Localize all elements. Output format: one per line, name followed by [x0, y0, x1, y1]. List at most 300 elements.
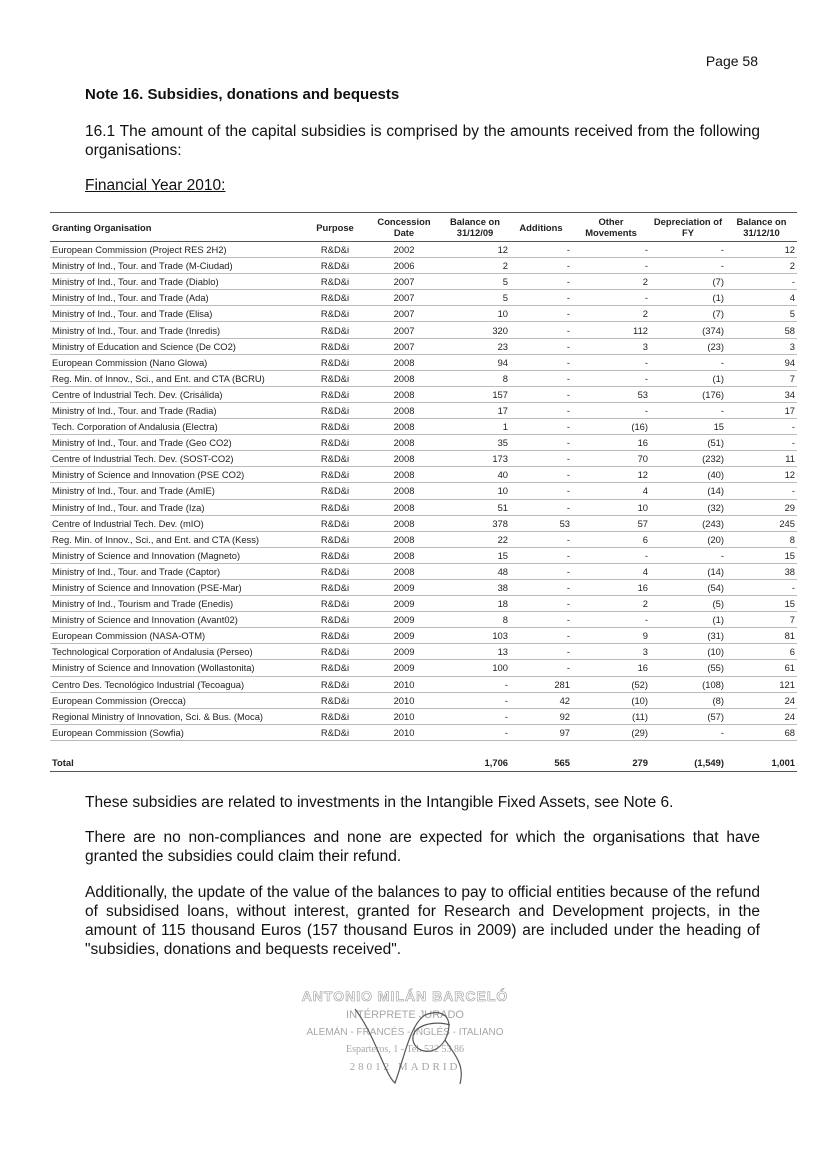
depreciation-cell: -	[650, 258, 726, 274]
other-movements-cell: 57	[572, 515, 650, 531]
balance-2009-cell: 35	[440, 435, 510, 451]
depreciation-cell: (14)	[650, 563, 726, 579]
paragraph-non-compliance: There are no non-compliances and none are expected for which the organisations that have granted the subsidies could claim their refund.	[85, 829, 760, 865]
concession-date-cell: 2008	[368, 354, 440, 370]
balance-2009-cell: 51	[440, 499, 510, 515]
purpose-cell: R&D&i	[302, 322, 368, 338]
concession-date-cell: 2010	[368, 676, 440, 692]
other-movements-cell: 112	[572, 322, 650, 338]
granting-organisation-cell: Centre of Industrial Tech. Dev. (mIO)	[50, 515, 302, 531]
granting-organisation-cell: European Commission (Orecca)	[50, 692, 302, 708]
table-row	[50, 676, 797, 692]
balance-2010-cell: 7	[726, 612, 797, 628]
depreciation-cell: -	[650, 402, 726, 418]
additions-cell: -	[510, 419, 572, 435]
additions-cell: -	[510, 660, 572, 676]
balance-2010-cell: 12	[726, 467, 797, 483]
table-row	[50, 724, 797, 740]
purpose-cell: R&D&i	[302, 563, 368, 579]
stamp-name: ANTONIO MILÁN BARCELÓ	[301, 988, 509, 1004]
balance-2009-cell: 173	[440, 451, 510, 467]
depreciation-cell: -	[650, 724, 726, 740]
balance-2009-cell: -	[440, 692, 510, 708]
depreciation-cell: -	[650, 242, 726, 258]
depreciation-cell: (10)	[650, 644, 726, 660]
fiscal-year-heading: Financial Year 2010:	[85, 177, 226, 194]
depreciation-cell: -	[650, 354, 726, 370]
table-row	[50, 242, 797, 258]
table-row	[50, 419, 797, 435]
concession-date-cell: 2002	[368, 242, 440, 258]
purpose-cell: R&D&i	[302, 660, 368, 676]
balance-2010-cell: 29	[726, 499, 797, 515]
depreciation-cell: (54)	[650, 579, 726, 595]
granting-organisation-cell: Ministry of Ind., Tour. and Trade (AmIE)	[50, 483, 302, 499]
granting-organisation-cell: Tech. Corporation of Andalusia (Electra)	[50, 419, 302, 435]
balance-2009-cell: 23	[440, 338, 510, 354]
other-movements-cell: -	[572, 354, 650, 370]
concession-date-cell: 2010	[368, 708, 440, 724]
concession-date-cell: 2008	[368, 531, 440, 547]
balance-2010-cell: 61	[726, 660, 797, 676]
concession-date-cell: 2008	[368, 370, 440, 386]
granting-organisation-cell: European Commission (Sowfia)	[50, 724, 302, 740]
additions-cell: 92	[510, 708, 572, 724]
concession-date-cell: 2006	[368, 258, 440, 274]
concession-date-cell: 2008	[368, 451, 440, 467]
balance-2010-cell: -	[726, 579, 797, 595]
concession-date-cell: 2007	[368, 274, 440, 290]
table-row	[50, 402, 797, 418]
other-movements-cell: -	[572, 402, 650, 418]
subsidies-table	[50, 212, 797, 772]
concession-date-cell: 2008	[368, 515, 440, 531]
depreciation-cell: (31)	[650, 628, 726, 644]
paragraph-subsidised-loans: Additionally, the update of the value of the balances to pay to official entities because of the refund of subsidised loans, without interest, granted for Research and Development projects, in the amount of 115 thousand Euros (157 thousand Euros in 2009) are included under the heading of "subsidies, donations and bequests received".	[85, 884, 760, 958]
granting-organisation-cell: European Commission (Nano Glowa)	[50, 354, 302, 370]
concession-date-cell: 2007	[368, 338, 440, 354]
balance-2010-cell: -	[726, 435, 797, 451]
table-row	[50, 692, 797, 708]
balance-2010-cell: -	[726, 274, 797, 290]
concession-date-cell: 2008	[368, 467, 440, 483]
purpose-cell: R&D&i	[302, 290, 368, 306]
depreciation-cell: (20)	[650, 531, 726, 547]
total-cell: 1,706	[440, 755, 510, 772]
other-movements-cell: 10	[572, 499, 650, 515]
balance-2010-cell: 24	[726, 692, 797, 708]
other-movements-cell: 2	[572, 306, 650, 322]
balance-2009-cell: -	[440, 676, 510, 692]
balance-2009-cell: 8	[440, 370, 510, 386]
table-row	[50, 628, 797, 644]
other-movements-cell: 3	[572, 338, 650, 354]
other-movements-cell: 6	[572, 531, 650, 547]
other-movements-cell: -	[572, 258, 650, 274]
granting-organisation-cell: Ministry of Ind., Tour. and Trade (Inredis)	[50, 322, 302, 338]
purpose-cell: R&D&i	[302, 579, 368, 595]
purpose-cell: R&D&i	[302, 692, 368, 708]
other-movements-cell: 2	[572, 596, 650, 612]
purpose-cell: R&D&i	[302, 676, 368, 692]
additions-cell: -	[510, 386, 572, 402]
additions-cell: 281	[510, 676, 572, 692]
depreciation-cell: (5)	[650, 596, 726, 612]
page-number: Page 58	[705, 53, 758, 69]
depreciation-cell: (23)	[650, 338, 726, 354]
column-header: Concession Date	[368, 213, 440, 242]
additions-cell: -	[510, 370, 572, 386]
table-row	[50, 483, 797, 499]
depreciation-cell: (1)	[650, 612, 726, 628]
balance-2010-cell: 11	[726, 451, 797, 467]
granting-organisation-cell: European Commission (Project RES 2H2)	[50, 242, 302, 258]
balance-2009-cell: 13	[440, 644, 510, 660]
additions-cell: -	[510, 628, 572, 644]
additions-cell: -	[510, 547, 572, 563]
depreciation-cell: (232)	[650, 451, 726, 467]
additions-cell: -	[510, 306, 572, 322]
stamp-address: Esparteros, 1 - Tel. 532 53 86	[346, 1044, 464, 1055]
granting-organisation-cell: Ministry of Ind., Tour. and Trade (Diablo)	[50, 274, 302, 290]
purpose-cell: R&D&i	[302, 547, 368, 563]
other-movements-cell: 16	[572, 579, 650, 595]
total-cell: 1,001	[726, 755, 797, 772]
concession-date-cell: 2009	[368, 612, 440, 628]
translator-stamp	[285, 985, 525, 1085]
concession-date-cell: 2008	[368, 499, 440, 515]
other-movements-cell: (29)	[572, 724, 650, 740]
other-movements-cell: 9	[572, 628, 650, 644]
balance-2009-cell: 5	[440, 274, 510, 290]
concession-date-cell: 2009	[368, 579, 440, 595]
depreciation-cell: (8)	[650, 692, 726, 708]
depreciation-cell: (7)	[650, 274, 726, 290]
table-row	[50, 386, 797, 402]
concession-date-cell: 2009	[368, 628, 440, 644]
column-header: Other Movements	[572, 213, 650, 242]
purpose-cell: R&D&i	[302, 242, 368, 258]
additions-cell: -	[510, 596, 572, 612]
purpose-cell: R&D&i	[302, 628, 368, 644]
other-movements-cell: -	[572, 242, 650, 258]
table-row	[50, 644, 797, 660]
additions-cell: -	[510, 612, 572, 628]
concession-date-cell: 2008	[368, 435, 440, 451]
purpose-cell: R&D&i	[302, 499, 368, 515]
granting-organisation-cell: Ministry of Education and Science (De CO2)	[50, 338, 302, 354]
table-row	[50, 338, 797, 354]
depreciation-cell: (32)	[650, 499, 726, 515]
paragraph-intangible-assets: These subsidies are related to investments in the Intangible Fixed Assets, see Note 6.	[85, 794, 674, 811]
other-movements-cell: (52)	[572, 676, 650, 692]
balance-2010-cell: 3	[726, 338, 797, 354]
granting-organisation-cell: Centre of Industrial Tech. Dev. (Crisálida)	[50, 386, 302, 402]
column-header: Balance on 31/12/09	[440, 213, 510, 242]
additions-cell: 53	[510, 515, 572, 531]
other-movements-cell: 12	[572, 467, 650, 483]
table-row	[50, 290, 797, 306]
additions-cell: -	[510, 322, 572, 338]
depreciation-cell: (14)	[650, 483, 726, 499]
column-header: Additions	[510, 213, 572, 242]
balance-2009-cell: 40	[440, 467, 510, 483]
balance-2010-cell: 68	[726, 724, 797, 740]
balance-2010-cell: -	[726, 483, 797, 499]
table-row	[50, 306, 797, 322]
other-movements-cell: (11)	[572, 708, 650, 724]
total-cell: (1,549)	[650, 755, 726, 772]
purpose-cell: R&D&i	[302, 467, 368, 483]
total-cell	[302, 755, 368, 772]
balance-2010-cell: 94	[726, 354, 797, 370]
total-row	[50, 755, 797, 772]
depreciation-cell: (1)	[650, 370, 726, 386]
table-row	[50, 596, 797, 612]
balance-2009-cell: 103	[440, 628, 510, 644]
depreciation-cell: 15	[650, 419, 726, 435]
balance-2010-cell: 8	[726, 531, 797, 547]
note-title: Note 16. Subsidies, donations and bequests	[85, 86, 400, 103]
granting-organisation-cell: Ministry of Ind., Tour. and Trade (M-Ciudad)	[50, 258, 302, 274]
other-movements-cell: 4	[572, 483, 650, 499]
table-header-row	[50, 213, 797, 242]
granting-organisation-cell: European Commission (NASA-OTM)	[50, 628, 302, 644]
column-header: Purpose	[302, 213, 368, 242]
balance-2010-cell: 12	[726, 242, 797, 258]
granting-organisation-cell: Ministry of Ind., Tour. and Trade (Elisa)	[50, 306, 302, 322]
depreciation-cell: -	[650, 547, 726, 563]
purpose-cell: R&D&i	[302, 354, 368, 370]
table-row	[50, 451, 797, 467]
balance-2009-cell: 12	[440, 242, 510, 258]
balance-2009-cell: 38	[440, 579, 510, 595]
table-row	[50, 612, 797, 628]
additions-cell: -	[510, 579, 572, 595]
balance-2010-cell: 17	[726, 402, 797, 418]
depreciation-cell: (51)	[650, 435, 726, 451]
granting-organisation-cell: Ministry of Science and Innovation (Avant02)	[50, 612, 302, 628]
additions-cell: -	[510, 338, 572, 354]
other-movements-cell: -	[572, 547, 650, 563]
balance-2009-cell: -	[440, 724, 510, 740]
table-row	[50, 499, 797, 515]
concession-date-cell: 2010	[368, 692, 440, 708]
balance-2009-cell: 18	[440, 596, 510, 612]
purpose-cell: R&D&i	[302, 531, 368, 547]
granting-organisation-cell: Ministry of Science and Innovation (PSE-Mar)	[50, 579, 302, 595]
other-movements-cell: 53	[572, 386, 650, 402]
table-row	[50, 579, 797, 595]
balance-2010-cell: 58	[726, 322, 797, 338]
granting-organisation-cell: Ministry of Ind., Tourism and Trade (Enedis)	[50, 596, 302, 612]
column-header: Depreciation of FY	[650, 213, 726, 242]
balance-2010-cell: 38	[726, 563, 797, 579]
purpose-cell: R&D&i	[302, 596, 368, 612]
depreciation-cell: (55)	[650, 660, 726, 676]
balance-2010-cell: 245	[726, 515, 797, 531]
granting-organisation-cell: Ministry of Ind., Tour. and Trade (Ada)	[50, 290, 302, 306]
other-movements-cell: 4	[572, 563, 650, 579]
additions-cell: -	[510, 499, 572, 515]
additions-cell: -	[510, 242, 572, 258]
granting-organisation-cell: Technological Corporation of Andalusia (Perseo)	[50, 644, 302, 660]
purpose-cell: R&D&i	[302, 306, 368, 322]
balance-2010-cell: 34	[726, 386, 797, 402]
depreciation-cell: (7)	[650, 306, 726, 322]
granting-organisation-cell: Ministry of Ind., Tour. and Trade (Iza)	[50, 499, 302, 515]
column-header: Granting Organisation	[50, 213, 302, 242]
other-movements-cell: 16	[572, 660, 650, 676]
depreciation-cell: (40)	[650, 467, 726, 483]
balance-2009-cell: 17	[440, 402, 510, 418]
table-row	[50, 708, 797, 724]
balance-2009-cell: 5	[440, 290, 510, 306]
granting-organisation-cell: Ministry of Science and Innovation (PSE CO2)	[50, 467, 302, 483]
purpose-cell: R&D&i	[302, 515, 368, 531]
purpose-cell: R&D&i	[302, 708, 368, 724]
depreciation-cell: (374)	[650, 322, 726, 338]
table-row	[50, 322, 797, 338]
balance-2010-cell: 15	[726, 596, 797, 612]
additions-cell: -	[510, 435, 572, 451]
depreciation-cell: (1)	[650, 290, 726, 306]
table-row	[50, 435, 797, 451]
stamp-languages: ALEMÁN - FRANCÉS - INGLÉS - ITALIANO	[306, 1027, 504, 1038]
additions-cell: -	[510, 467, 572, 483]
balance-2009-cell: 94	[440, 354, 510, 370]
balance-2009-cell: 157	[440, 386, 510, 402]
depreciation-cell: (176)	[650, 386, 726, 402]
balance-2010-cell: 7	[726, 370, 797, 386]
other-movements-cell: 70	[572, 451, 650, 467]
balance-2009-cell: 320	[440, 322, 510, 338]
concession-date-cell: 2008	[368, 547, 440, 563]
purpose-cell: R&D&i	[302, 402, 368, 418]
balance-2009-cell: 8	[440, 612, 510, 628]
balance-2009-cell: 22	[440, 531, 510, 547]
table-row	[50, 354, 797, 370]
purpose-cell: R&D&i	[302, 724, 368, 740]
concession-date-cell: 2009	[368, 596, 440, 612]
other-movements-cell: -	[572, 612, 650, 628]
balance-2009-cell: 15	[440, 547, 510, 563]
total-label: Total	[50, 755, 302, 772]
table-row	[50, 660, 797, 676]
intro-paragraph: 16.1 The amount of the capital subsidies is comprised by the amounts received from the following organisations:	[85, 123, 760, 159]
granting-organisation-cell: Reg. Min. of Innov., Sci., and Ent. and CTA (BCRU)	[50, 370, 302, 386]
balance-2009-cell: 2	[440, 258, 510, 274]
balance-2009-cell: -	[440, 708, 510, 724]
purpose-cell: R&D&i	[302, 338, 368, 354]
other-movements-cell: 3	[572, 644, 650, 660]
total-cell: 565	[510, 755, 572, 772]
additions-cell: -	[510, 531, 572, 547]
additions-cell: -	[510, 274, 572, 290]
column-header: Balance on 31/12/10	[726, 213, 797, 242]
table-row	[50, 563, 797, 579]
total-cell	[368, 755, 440, 772]
table-row	[50, 274, 797, 290]
additions-cell: -	[510, 258, 572, 274]
purpose-cell: R&D&i	[302, 612, 368, 628]
concession-date-cell: 2009	[368, 644, 440, 660]
granting-organisation-cell: Reg. Min. of Innov., Sci., and Ent. and CTA (Kess)	[50, 531, 302, 547]
granting-organisation-cell: Ministry of Ind., Tour. and Trade (Radia)	[50, 402, 302, 418]
table-row	[50, 258, 797, 274]
concession-date-cell: 2008	[368, 402, 440, 418]
depreciation-cell: (243)	[650, 515, 726, 531]
table-row	[50, 547, 797, 563]
other-movements-cell: -	[572, 370, 650, 386]
granting-organisation-cell: Ministry of Ind., Tour. and Trade (Captor)	[50, 563, 302, 579]
concession-date-cell: 2007	[368, 322, 440, 338]
total-cell: 279	[572, 755, 650, 772]
table-row	[50, 531, 797, 547]
other-movements-cell: -	[572, 290, 650, 306]
purpose-cell: R&D&i	[302, 644, 368, 660]
purpose-cell: R&D&i	[302, 435, 368, 451]
balance-2010-cell: 2	[726, 258, 797, 274]
granting-organisation-cell: Centro Des. Tecnológico Industrial (Tecoagua)	[50, 676, 302, 692]
balance-2009-cell: 48	[440, 563, 510, 579]
stamp-city: 28012 MADRID	[349, 1061, 461, 1073]
other-movements-cell: 2	[572, 274, 650, 290]
purpose-cell: R&D&i	[302, 483, 368, 499]
additions-cell: -	[510, 451, 572, 467]
additions-cell: -	[510, 402, 572, 418]
concession-date-cell: 2008	[368, 386, 440, 402]
other-movements-cell: (10)	[572, 692, 650, 708]
stamp-role: INTÉRPRETE JURADO	[346, 1009, 464, 1021]
balance-2010-cell: 24	[726, 708, 797, 724]
depreciation-cell: (108)	[650, 676, 726, 692]
other-movements-cell: 16	[572, 435, 650, 451]
balance-2010-cell: -	[726, 419, 797, 435]
other-movements-cell: (16)	[572, 419, 650, 435]
granting-organisation-cell: Ministry of Science and Innovation (Wollastonita)	[50, 660, 302, 676]
concession-date-cell: 2008	[368, 419, 440, 435]
concession-date-cell: 2007	[368, 290, 440, 306]
additions-cell: -	[510, 354, 572, 370]
purpose-cell: R&D&i	[302, 370, 368, 386]
table-row	[50, 467, 797, 483]
granting-organisation-cell: Regional Ministry of Innovation, Sci. & Bus. (Moca)	[50, 708, 302, 724]
depreciation-cell: (57)	[650, 708, 726, 724]
balance-2009-cell: 10	[440, 483, 510, 499]
concession-date-cell: 2010	[368, 724, 440, 740]
balance-2009-cell: 1	[440, 419, 510, 435]
table-row	[50, 515, 797, 531]
balance-2010-cell: 15	[726, 547, 797, 563]
additions-cell: -	[510, 644, 572, 660]
balance-2009-cell: 378	[440, 515, 510, 531]
concession-date-cell: 2007	[368, 306, 440, 322]
granting-organisation-cell: Ministry of Ind., Tour. and Trade (Geo CO2)	[50, 435, 302, 451]
concession-date-cell: 2008	[368, 563, 440, 579]
balance-2010-cell: 6	[726, 644, 797, 660]
balance-2010-cell: 4	[726, 290, 797, 306]
concession-date-cell: 2008	[368, 483, 440, 499]
purpose-cell: R&D&i	[302, 451, 368, 467]
purpose-cell: R&D&i	[302, 419, 368, 435]
balance-2010-cell: 5	[726, 306, 797, 322]
additions-cell: -	[510, 563, 572, 579]
granting-organisation-cell: Ministry of Science and Innovation (Magneto)	[50, 547, 302, 563]
additions-cell: -	[510, 290, 572, 306]
table-row	[50, 370, 797, 386]
balance-2009-cell: 10	[440, 306, 510, 322]
